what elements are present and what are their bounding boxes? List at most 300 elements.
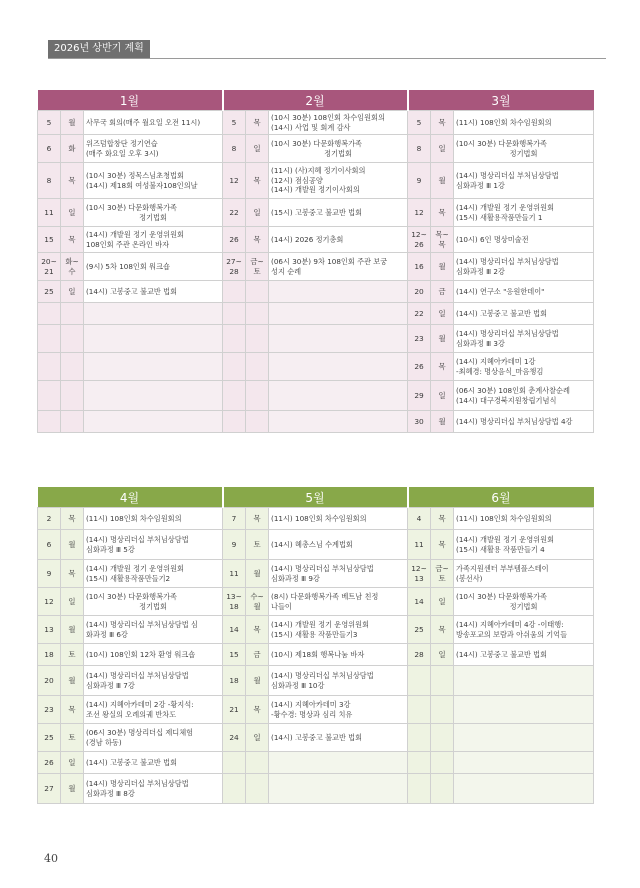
event-cell-line: (14시) 고봉중고 불교반 법회 — [271, 732, 363, 742]
event-cell — [269, 644, 408, 666]
event-cell-line: (10시 30분) 정목스님초청법회 — [86, 171, 184, 181]
day-cell-line: 12 — [229, 175, 239, 185]
event-cell-line: (14시) 명상리더십 부처님상담법 — [456, 257, 559, 267]
weekday-cell-line: 금~ — [250, 256, 264, 266]
day-cell — [38, 353, 61, 381]
weekday-cell — [431, 135, 454, 163]
weekday-cell-line: 목 — [68, 234, 76, 244]
weekday-cell-line: 목 — [253, 704, 261, 714]
day-cell — [408, 666, 431, 696]
event-cell — [84, 227, 223, 253]
event-cell-line: (14시) 개발원 정기 운영위원회 — [86, 564, 184, 574]
table-row — [38, 111, 594, 135]
day-cell — [38, 163, 61, 199]
weekday-cell-line: 일 — [253, 732, 261, 742]
event-cell-line: (14시) 고봉중고 불교반 법회 — [86, 286, 178, 296]
event-cell — [84, 752, 223, 774]
day-cell — [408, 724, 431, 752]
event-cell — [84, 253, 223, 281]
weekday-cell — [61, 616, 84, 644]
weekday-cell-line: 토 — [68, 732, 76, 742]
weekday-cell-line: 일 — [68, 286, 76, 296]
event-cell — [454, 724, 594, 752]
weekday-cell-line: 월 — [438, 416, 446, 426]
event-cell — [84, 303, 223, 325]
weekday-cell — [431, 163, 454, 199]
day-cell — [408, 325, 431, 353]
weekday-cell-line: 목 — [68, 513, 76, 523]
day-cell-line: 18 — [229, 675, 239, 685]
weekday-cell — [431, 560, 454, 588]
event-cell-line: (11시) (사)지혜 정기이사회의 — [271, 166, 366, 176]
table-row — [38, 253, 594, 281]
day-cell-line: 4 — [416, 513, 422, 523]
table-row — [38, 135, 594, 163]
event-cell-line: (11시) 108인회 차수임원회의 — [271, 513, 367, 523]
event-cell — [454, 666, 594, 696]
event-cell — [269, 111, 408, 135]
day-cell-line: 9 — [416, 175, 422, 185]
event-cell-line: (14시) 명상리더십 부처님상담법 심 — [86, 620, 198, 630]
table-row — [38, 163, 594, 199]
event-cell-line: (14시) 개발원 정기 운영위원회 — [271, 620, 370, 630]
day-cell-line: 23 — [44, 704, 54, 714]
month-header: 4월 — [38, 487, 223, 508]
weekday-cell — [61, 508, 84, 530]
event-cell — [84, 560, 223, 588]
weekday-cell — [61, 163, 84, 199]
event-cell — [269, 353, 408, 381]
weekday-cell — [246, 560, 269, 588]
weekday-cell — [246, 724, 269, 752]
weekday-cell — [431, 724, 454, 752]
day-cell — [408, 560, 431, 588]
event-cell-line: (봉선사) — [456, 573, 483, 583]
weekday-cell — [61, 588, 84, 616]
weekday-cell — [246, 588, 269, 616]
day-cell — [223, 353, 246, 381]
event-cell-line: (15시) 새활용작품만들기2 — [86, 573, 171, 583]
event-cell-line: (10시 30분) 다문화행복가족 — [86, 592, 177, 602]
event-cell-line: (14시) 제18회 여성불자108인의날 — [86, 180, 198, 190]
event-cell-line: (14시) 지혜아카데미 4강 -이태행: — [456, 620, 564, 630]
day-cell — [408, 253, 431, 281]
event-cell-line: (11시) 108인회 차수임원회의 — [456, 513, 552, 523]
event-cell — [454, 227, 594, 253]
day-cell — [408, 163, 431, 199]
day-cell-line: 11 — [44, 207, 54, 217]
table-row — [38, 199, 594, 227]
day-cell-line: 18 — [44, 649, 54, 659]
event-cell-line: (14시) 고봉중고 불교반 법회 — [456, 649, 548, 659]
day-cell — [408, 616, 431, 644]
weekday-cell-line: 일 — [68, 207, 76, 217]
day-cell — [223, 666, 246, 696]
weekday-cell-line: 월 — [68, 117, 76, 127]
weekday-cell-line: 월 — [438, 333, 446, 343]
table-row — [38, 560, 594, 588]
day-cell-line: 16 — [414, 261, 424, 271]
event-cell-line: (14시) 지혜아카데미 3강 — [271, 700, 351, 710]
section-header: 2026년 상반기 계획 — [48, 40, 150, 58]
day-cell — [408, 303, 431, 325]
weekday-cell-line: 수~ — [250, 591, 264, 601]
weekday-cell — [246, 199, 269, 227]
day-cell — [223, 253, 246, 281]
weekday-cell-line: 화~ — [65, 256, 79, 266]
event-cell-line: (10시 30분) 다문화행복가족 — [456, 592, 547, 602]
event-cell-line: 정기법회 — [509, 601, 538, 611]
weekday-cell — [431, 303, 454, 325]
weekday-cell-line: 목 — [438, 513, 446, 523]
event-cell-line: (14시) 대구경북지원창립기념식 — [456, 395, 557, 405]
weekday-cell-line: 일 — [68, 596, 76, 606]
weekday-cell-line: 토 — [68, 649, 76, 659]
table-row — [38, 411, 594, 433]
day-cell — [38, 530, 61, 560]
page-number: 40 — [44, 852, 58, 865]
event-cell — [84, 381, 223, 411]
day-cell-line: 25 — [414, 624, 424, 634]
table-row — [38, 381, 594, 411]
event-cell — [269, 752, 408, 774]
event-cell-line: 화과정 Ⅲ 6강 — [86, 629, 128, 639]
day-cell — [223, 163, 246, 199]
weekday-cell-line: 화 — [68, 143, 76, 153]
weekday-cell-line: 일 — [253, 207, 261, 217]
weekday-cell — [431, 774, 454, 804]
event-cell — [84, 163, 223, 199]
day-cell — [408, 381, 431, 411]
event-cell-line: (매주 화요일 오후 3시) — [86, 148, 159, 158]
event-cell — [84, 724, 223, 752]
day-cell — [408, 135, 431, 163]
day-cell — [408, 696, 431, 724]
event-cell — [84, 353, 223, 381]
calendar-table-first-half — [37, 90, 594, 433]
weekday-cell-line: 목 — [68, 175, 76, 185]
day-cell-line: 5 — [231, 117, 237, 127]
weekday-cell — [61, 724, 84, 752]
event-cell-line: (14시) 명상리더십 부처님상담법 — [86, 671, 189, 681]
weekday-cell — [61, 774, 84, 804]
weekday-cell-line: 월 — [438, 261, 446, 271]
weekday-cell-line: 토 — [253, 266, 261, 276]
day-cell — [38, 227, 61, 253]
weekday-cell — [246, 227, 269, 253]
day-cell-line: 8 — [46, 175, 52, 185]
weekday-cell — [61, 111, 84, 135]
weekday-cell-line: 목 — [438, 239, 446, 249]
weekday-cell — [246, 381, 269, 411]
event-cell-line: 심화과정 Ⅲ 2강 — [456, 266, 505, 276]
day-cell — [38, 774, 61, 804]
event-cell-line: 심화과정 Ⅲ 8강 — [86, 788, 135, 798]
day-cell-line: 14 — [229, 624, 239, 634]
day-cell — [38, 281, 61, 303]
day-cell — [408, 199, 431, 227]
event-cell-line: (14시) 명상리더십 부처님상담법 — [271, 564, 374, 574]
event-cell — [269, 560, 408, 588]
weekday-cell — [61, 411, 84, 433]
event-cell — [269, 227, 408, 253]
day-cell — [408, 353, 431, 381]
weekday-cell-line: 월 — [68, 783, 76, 793]
event-cell — [454, 508, 594, 530]
table-row — [38, 752, 594, 774]
day-cell-line: 26 — [414, 361, 424, 371]
weekday-cell — [431, 508, 454, 530]
event-cell-line: 심화과정 Ⅲ 9강 — [271, 573, 320, 583]
event-cell — [454, 281, 594, 303]
day-cell — [38, 111, 61, 135]
event-cell — [269, 199, 408, 227]
day-cell-line: 25 — [44, 732, 54, 742]
day-cell — [223, 227, 246, 253]
event-cell-line: 정기법회 — [139, 212, 167, 222]
table-row — [38, 696, 594, 724]
event-cell-line: (06시 30분) 108인회 춘계사찰순례 — [456, 386, 570, 396]
event-cell-line: (14시) 개발원 정기 운영위원회 — [456, 535, 555, 545]
weekday-cell — [431, 353, 454, 381]
weekday-cell — [61, 353, 84, 381]
weekday-cell — [431, 227, 454, 253]
event-cell — [84, 696, 223, 724]
day-cell — [223, 588, 246, 616]
calendar-body — [38, 508, 594, 804]
event-cell-line: 조선 왕실의 오례의궤 반차도 — [86, 709, 177, 719]
weekday-cell-line: 목 — [68, 704, 76, 714]
weekday-cell-line: 수 — [68, 266, 76, 276]
event-cell — [269, 696, 408, 724]
weekday-cell — [246, 303, 269, 325]
weekday-cell-line: 목 — [253, 624, 261, 634]
day-cell-line: 22 — [414, 308, 424, 318]
day-cell — [38, 644, 61, 666]
day-cell-line: 30 — [414, 416, 424, 426]
weekday-cell — [61, 303, 84, 325]
event-cell-line: (10시) 6인 명상미술전 — [456, 234, 529, 244]
weekday-cell-line: 목 — [253, 117, 261, 127]
weekday-cell-line: 일 — [68, 757, 76, 767]
weekday-cell-line: 월 — [68, 624, 76, 634]
weekday-cell — [246, 325, 269, 353]
event-cell-line: (10시 30분) 다문화행복가족 — [271, 139, 362, 149]
weekday-cell-line: 월 — [253, 601, 261, 611]
day-cell-line: 21 — [44, 266, 54, 276]
table-row — [38, 353, 594, 381]
day-cell — [408, 281, 431, 303]
day-cell — [408, 227, 431, 253]
event-cell — [454, 325, 594, 353]
event-cell-line: (14시) 지혜아카데미 2강 -황지석: — [86, 700, 194, 710]
weekday-cell — [61, 381, 84, 411]
weekday-cell — [246, 644, 269, 666]
day-cell-line: 2 — [46, 513, 52, 523]
weekday-cell-line: 목 — [438, 539, 446, 549]
weekday-cell-line: 목 — [438, 117, 446, 127]
table-row — [38, 325, 594, 353]
day-cell-line: 28 — [229, 266, 239, 276]
day-cell — [223, 560, 246, 588]
event-cell-line: (14시) 고봉중고 불교반 법회 — [86, 757, 178, 767]
calendar-table-second-half — [37, 487, 594, 804]
event-cell-line: 나들이 — [271, 601, 292, 611]
weekday-cell — [431, 752, 454, 774]
weekday-cell — [246, 508, 269, 530]
day-cell — [223, 508, 246, 530]
event-cell — [84, 616, 223, 644]
event-cell-line: 심화과정 Ⅲ 7강 — [86, 680, 135, 690]
day-cell — [223, 774, 246, 804]
event-cell — [454, 774, 594, 804]
weekday-cell — [431, 588, 454, 616]
weekday-cell — [246, 752, 269, 774]
day-cell-line: 15 — [44, 234, 54, 244]
event-cell — [269, 381, 408, 411]
day-cell — [408, 774, 431, 804]
event-cell-line: (11시) 108인회 차수임원회의 — [86, 513, 182, 523]
event-cell — [454, 752, 594, 774]
weekday-cell — [246, 411, 269, 433]
header-divider — [48, 58, 606, 59]
event-cell — [84, 411, 223, 433]
event-cell-line: (14시) 명상리더십 부처님상담법 — [456, 171, 559, 181]
weekday-cell-line: 금~ — [435, 563, 449, 573]
table-row — [38, 616, 594, 644]
event-cell — [454, 588, 594, 616]
day-cell-line: 7 — [231, 513, 237, 523]
table-row — [38, 530, 594, 560]
weekday-cell — [431, 325, 454, 353]
weekday-cell-line: 일 — [438, 390, 446, 400]
weekday-cell — [431, 199, 454, 227]
weekday-cell — [61, 530, 84, 560]
weekday-cell — [61, 199, 84, 227]
weekday-cell — [246, 281, 269, 303]
event-cell-line: 심화과정 Ⅲ 10강 — [271, 680, 325, 690]
event-cell — [84, 774, 223, 804]
weekday-cell-line: 목 — [438, 207, 446, 217]
event-cell — [269, 666, 408, 696]
event-cell — [454, 163, 594, 199]
day-cell — [38, 381, 61, 411]
event-cell-line: 가족지원센터 부부템플스테이 — [456, 564, 549, 574]
event-cell-line: (06시 30분) 9차 108인회 주관 보궁 — [271, 257, 388, 267]
event-cell-line: 정기법회 — [139, 601, 167, 611]
event-cell-line: (14시) 지혜아카데미 1강 — [456, 357, 536, 367]
day-cell — [223, 411, 246, 433]
event-cell — [269, 508, 408, 530]
day-cell — [408, 530, 431, 560]
month-header: 1월 — [38, 90, 223, 111]
day-cell — [408, 644, 431, 666]
weekday-cell — [246, 530, 269, 560]
day-cell-line: 26 — [44, 757, 54, 767]
day-cell — [38, 616, 61, 644]
event-cell — [269, 616, 408, 644]
event-cell — [84, 588, 223, 616]
day-cell-line: 27 — [44, 783, 54, 793]
day-cell — [223, 616, 246, 644]
event-cell — [84, 111, 223, 135]
event-cell — [84, 135, 223, 163]
day-cell-line: 13~ — [226, 591, 242, 601]
day-cell — [223, 325, 246, 353]
event-cell-line: (14시) 명상리더십 부처님상담법 — [86, 535, 189, 545]
day-cell-line: 20~ — [41, 256, 57, 266]
event-cell-line: (11시) 108인회 차수임원회의 — [456, 117, 552, 127]
day-cell-line: 5 — [46, 117, 52, 127]
weekday-cell-line: 목~ — [435, 229, 449, 239]
day-cell-line: 12~ — [411, 229, 427, 239]
weekday-cell-line: 일 — [438, 596, 446, 606]
event-cell — [269, 588, 408, 616]
day-cell-line: 9 — [231, 539, 237, 549]
weekday-cell-line: 월 — [253, 675, 261, 685]
event-cell-line: -최혜경: 명상음식_마음챙김 — [456, 366, 544, 376]
event-cell-line: (14시) 고봉중고 불교반 법회 — [456, 308, 548, 318]
weekday-cell — [431, 616, 454, 644]
event-cell-line: 심화과정 Ⅲ 5강 — [86, 544, 135, 554]
day-cell-line: 18 — [229, 601, 239, 611]
weekday-cell — [246, 696, 269, 724]
weekday-cell — [246, 666, 269, 696]
event-cell-line: 108인회 주관 온라인 바자 — [86, 239, 170, 249]
day-cell — [38, 588, 61, 616]
event-cell-line: (10시 30분) 108인회 차수임원회의 — [271, 113, 385, 123]
event-cell-line: (14시) 사업 및 회계 감사 — [271, 122, 351, 132]
event-cell — [269, 135, 408, 163]
table-row — [38, 227, 594, 253]
day-cell-line: 20 — [44, 675, 54, 685]
day-cell-line: 12~ — [411, 563, 427, 573]
day-cell-line: 9 — [46, 568, 52, 578]
weekday-cell — [246, 353, 269, 381]
event-cell-line: 사무국 회의(매주 월요일 오전 11시) — [86, 117, 201, 127]
weekday-cell-line: 일 — [438, 308, 446, 318]
weekday-cell-line: 금 — [438, 286, 446, 296]
day-cell — [38, 752, 61, 774]
day-cell — [38, 508, 61, 530]
weekday-cell — [431, 111, 454, 135]
weekday-cell — [61, 752, 84, 774]
table-row — [38, 588, 594, 616]
weekday-cell-line: 일 — [438, 143, 446, 153]
day-cell — [38, 135, 61, 163]
day-cell-line: 14 — [414, 596, 424, 606]
event-cell — [454, 111, 594, 135]
event-cell — [454, 303, 594, 325]
event-cell — [269, 411, 408, 433]
day-cell-line: 29 — [414, 390, 424, 400]
event-cell-line: -황수경: 명상과 심리 치유 — [271, 709, 353, 719]
day-cell-line: 12 — [414, 207, 424, 217]
day-cell-line: 13 — [414, 573, 424, 583]
event-cell — [84, 281, 223, 303]
event-cell-line: (14시) 명상리더십 부처님상담법 — [456, 329, 559, 339]
event-cell — [84, 508, 223, 530]
day-cell — [38, 724, 61, 752]
event-cell-line: (12시) 점심공양 — [271, 175, 323, 185]
event-cell — [454, 199, 594, 227]
weekday-cell — [61, 227, 84, 253]
weekday-cell-line: 목 — [68, 568, 76, 578]
day-cell — [223, 303, 246, 325]
day-cell-line: 12 — [44, 596, 54, 606]
event-cell-line: (10시) 제18회 행복나눔 바자 — [271, 649, 365, 659]
weekday-cell-line: 목 — [438, 624, 446, 634]
